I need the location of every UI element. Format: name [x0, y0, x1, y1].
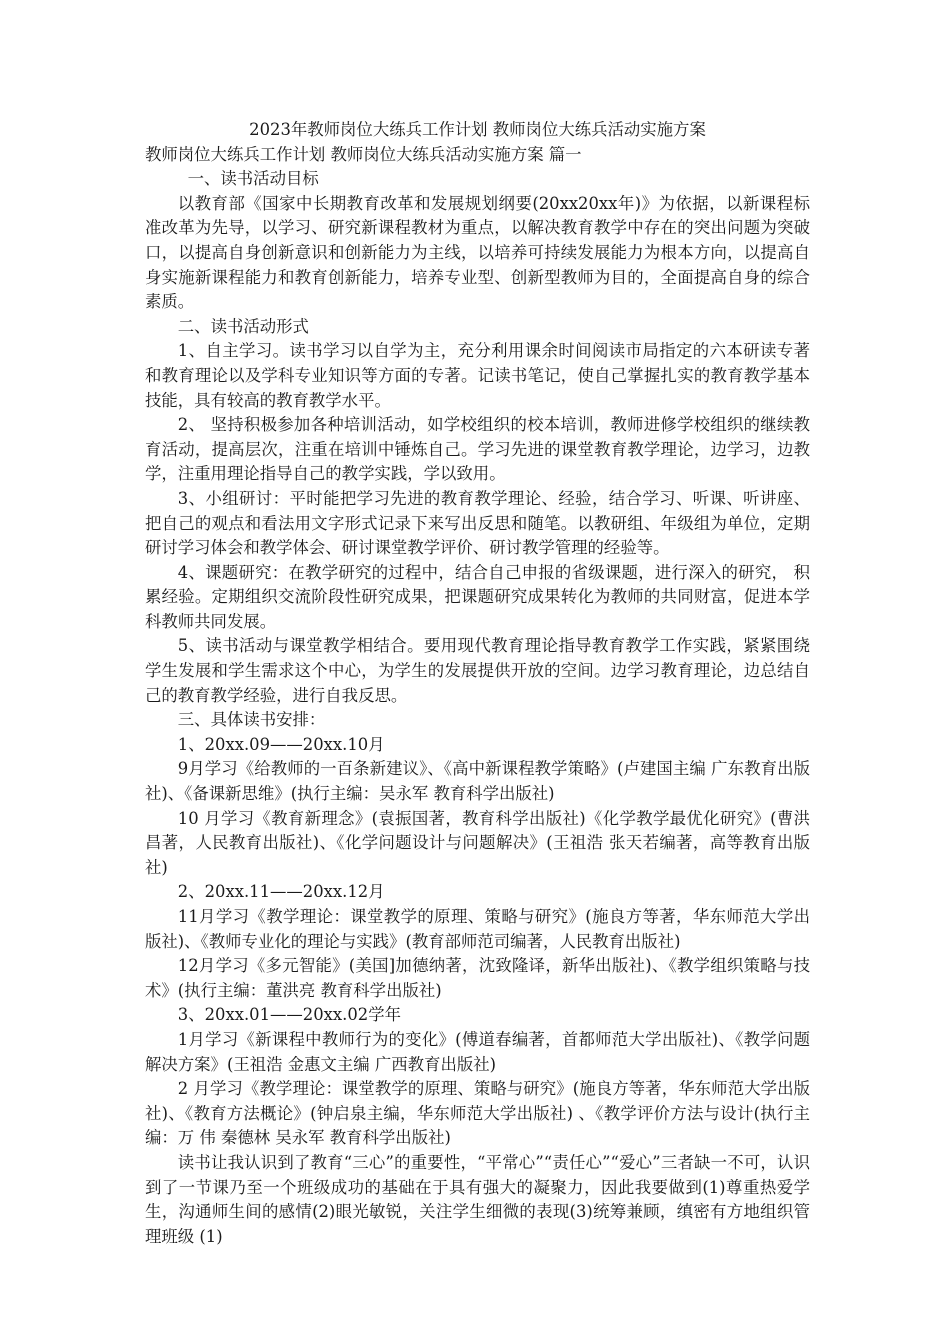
document-page [145, 118, 810, 1249]
paragraph: 10 月学习《教育新理念》(袁振国著，教育科学出版社)《化学教学最优化研究》(曹洪昌著，人民教育出版社)、《化学问题设计与问题解决》(王祖浩 张天若编著，高等教育出版社) [145, 808, 810, 877]
paragraph: 2、 坚持积极参加各种培训活动，如学校组织的校本培训，教师进修学校组织的继续教育活动，提高层次，注重在培训中锤炼自己。学习先进的课堂教育教学理论，边学习，边教学，注重用理论指导自己的教学实践，学以致用。 [145, 415, 810, 484]
paragraph: 3、小组研讨：平时能把学习先进的教育教学理论、经验，结合学习、听课、听讲座、把自己的观点和看法用文字形式记录下来写出反思和随笔。以教研组、年级组为单位，定期研讨学习体会和教学体会、研讨课堂教学评价、研讨教学管理的经验等。 [145, 488, 810, 558]
document-subtitle: 教师岗位大练兵工作计划 教师岗位大练兵活动实施方案 篇一 [145, 144, 582, 164]
section-heading: 二、读书活动形式 [177, 316, 309, 336]
section-heading: 一、读书活动目标 [187, 169, 319, 189]
section-heading: 三、具体读书安排： [177, 710, 326, 730]
paragraph: 5、读书活动与课堂教学相结合。要用现代教育理论指导教育教学工作实践，紧紧围绕学生发展和学生需求这个中心，为学生的发展提供开放的空间。边学习教育理论，边总结自己的教育教学经验，进行自我反思。 [145, 636, 810, 705]
paragraph: 2、20xx.11——20xx.12月 [177, 882, 385, 902]
paragraph: 1月学习《新课程中教师行为的变化》(傅道春编著，首都师范大学出版社)、《教学问题解决方案》(王祖浩 金惠文主编 广西教育出版社) [145, 1029, 810, 1074]
paragraph: 11月学习《教学理论：课堂教学的原理、策略与研究》(施良方等著，华东师范大学出版社)、《教师专业化的理论与实践》(教育部师范司编著，人民教育出版社) [145, 907, 810, 951]
paragraph: 3、20xx.01——20xx.02学年 [177, 1005, 401, 1025]
document-title: 2023年教师岗位大练兵工作计划 教师岗位大练兵活动实施方案 [249, 120, 706, 139]
document-body [145, 167, 810, 1249]
paragraph: 1、自主学习。读书学习以自学为主，充分利用课余时间阅读市局指定的六本研读专著和教育理论以及学科专业知识等方面的专著。记读书笔记，使自己掌握扎实的教育教学基本技能，具有较高的教育教学水平。 [145, 341, 810, 410]
paragraph: 4、课题研究：在教学研究的过程中，结合自己申报的省级课题，进行深入的研究， 积累经验。定期组织交流阶段性研究成果，把课题研究成果转化为教师的共同财富，促进本学科教师共同发展。 [145, 562, 810, 631]
paragraph: 2 月学习《教学理论：课堂教学的原理、策略与研究》(施良方等著，华东师范大学出版社)、《教育方法概论》(钟启泉主编，华东师范大学出版社) 、《教学评价方法与设计(执行主编：万 伟 秦德林 吴永军 教育科学出版社) [145, 1079, 810, 1148]
paragraph: 9月学习《给教师的一百条新建议》、《高中新课程教学策略》(卢建国主编 广东教育出版社)、《备课新思维》(执行主编：吴永军 教育科学出版社) [145, 759, 810, 804]
paragraph: 读书让我认识到了教育“三心”的重要性，“平常心”“责任心”“爱心”三者缺一不可，认识到了一节课乃至一个班级成功的基础在于具有强大的凝聚力，因此我要做到(1)尊重热爱学生，沟通师生间的感情(2)眼光敏锐，关注学生细微的表现(3)统筹兼顾，缜密有方地组织管理班级 (1) [145, 1152, 810, 1246]
paragraph: 以教育部《国家中长期教育改革和发展规划纲要(20xx20xx年)》为依据，以新课程标准改革为先导，以学习、研究新课程教材为重点，以解决教育教学中存在的突出问题为突破口，以提高自身创新意识和创新能力为主线，以培养可持续发展能力为根本方向，以提高自身实施新课程能力和教育创新能力，培养专业型、创新型教师为目的，全面提高自身的综合素质。 [145, 193, 810, 312]
paragraph: 1、20xx.09——20xx.10月 [177, 734, 385, 754]
paragraph: 12月学习《多元智能》(美国]加德纳著，沈致隆译，新华出版社)、《教学组织策略与技术》(执行主编：董洪亮 教育科学出版社) [145, 956, 810, 1000]
